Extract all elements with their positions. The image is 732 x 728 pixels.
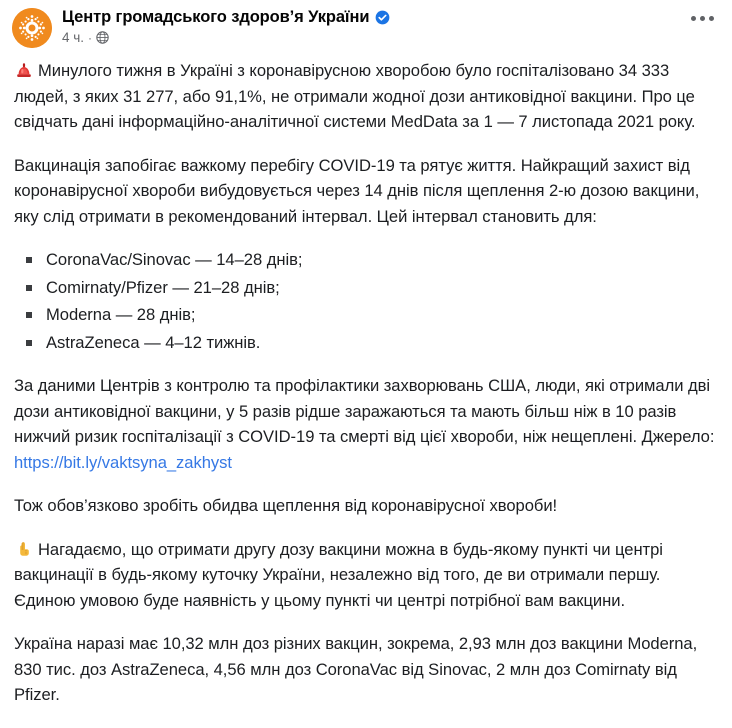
post-paragraph-1-text: Минулого тижня в Україні з коронавірусною хворобою було госпіталізовано 34 333 людей, з яких 31 277, або 91,1%, не отримали жодної дози антиковідної вакцини. Про це свідчать дані інформаційно-аналітичної системи MedData за 1 — 7 листопада 2021 року. [14,61,696,131]
meta-separator: · [88,30,93,45]
post-paragraph-6 [14,631,718,708]
post-header [0,0,732,52]
post-paragraph-3 [14,373,718,475]
list-item-label: AstraZeneca — 4–12 тижнів. [46,332,261,352]
post-timestamp[interactable]: 4 ч. [62,30,85,46]
globe-icon-glyph [96,31,109,44]
post-paragraph-4-text: Тож обов’язково зробіть обидва щеплення від коронавірусної хвороби! [14,496,558,515]
more-options-dot [700,16,705,21]
rotating-light-emoji-glyph [14,59,34,79]
post-paragraph-5 [14,537,718,614]
verified-badge-icon[interactable] [375,10,390,25]
post-paragraph-3-text: За даними Центрів з контролю та профілактики захворювань США, люди, які отримали дві дози антиковідної вакцини, у 5 разів рідше заражаються та мають більш ніж в 10 разів нижчий ризик госпіталізації з COVID-19 та смерті від цієї хвороби, ніж нещеплені. Джерело: [14,376,715,446]
post-author-block [62,8,390,45]
author-name-row [62,8,390,26]
post-paragraph-5-text: Нагадаємо, що отримати другу дозу вакцини можна в будь-якому пункті чи центрі вакцинації в будь-якому куточку України, незалежно від того, де ви отримали першу. Єдиною умовою буде наявність у цьому пункті чи центрі потрібної вам вакцини. [14,539,663,610]
index-pointing-up-emoji [14,538,34,558]
list-item [24,330,718,356]
post-body [0,52,732,708]
page-name[interactable]: Центр громадського здоров’я України [62,8,370,26]
vaccine-interval-list [14,247,718,355]
index-pointing-up-emoji-glyph [14,538,34,558]
post-paragraph-1 [14,58,718,135]
list-item-label: Moderna — 28 днів; [46,305,196,324]
globe-public-icon[interactable] [96,31,109,44]
more-options-dot [691,16,696,21]
list-item [24,302,718,328]
list-item-label: Comirnaty/Pfizer — 21–28 днів; [46,277,280,297]
post-paragraph-4 [14,493,718,519]
post-paragraph-2 [14,153,718,230]
source-link[interactable]: https://bit.ly/vaktsyna_zakhyst [14,452,232,472]
rotating-light-emoji [14,59,34,79]
verified-check-icon [375,10,390,25]
public-health-center-logo-icon [12,8,52,48]
post-paragraph-6-text: Україна наразі має 10,32 млн доз різних вакцин, зокрема, 2,93 млн доз вакцини Moderna, 830 тис. доз AstraZeneca, 4,56 млн доз CoronaVac від Sinovac, 2 млн доз Comirnaty від Pfizer. [14,634,698,704]
post-paragraph-2-text: Вакцинація запобігає важкому перебігу COVID-19 та рятує життя. Найкращий захист від коронавірусної хвороби вибудовується через 14 днів після щеплення 2-ю дозою вакцини, яку слід отримати в рекомендований інтервал. Цей інтервал становить для: [14,155,700,226]
list-item [24,247,718,273]
avatar[interactable] [12,8,52,48]
list-item [24,275,718,301]
more-options-dot [709,16,714,21]
more-options-button[interactable] [691,16,714,21]
post-meta-row [62,30,390,45]
list-item-label: CoronaVac/Sinovac — 14–28 днів; [46,250,303,269]
